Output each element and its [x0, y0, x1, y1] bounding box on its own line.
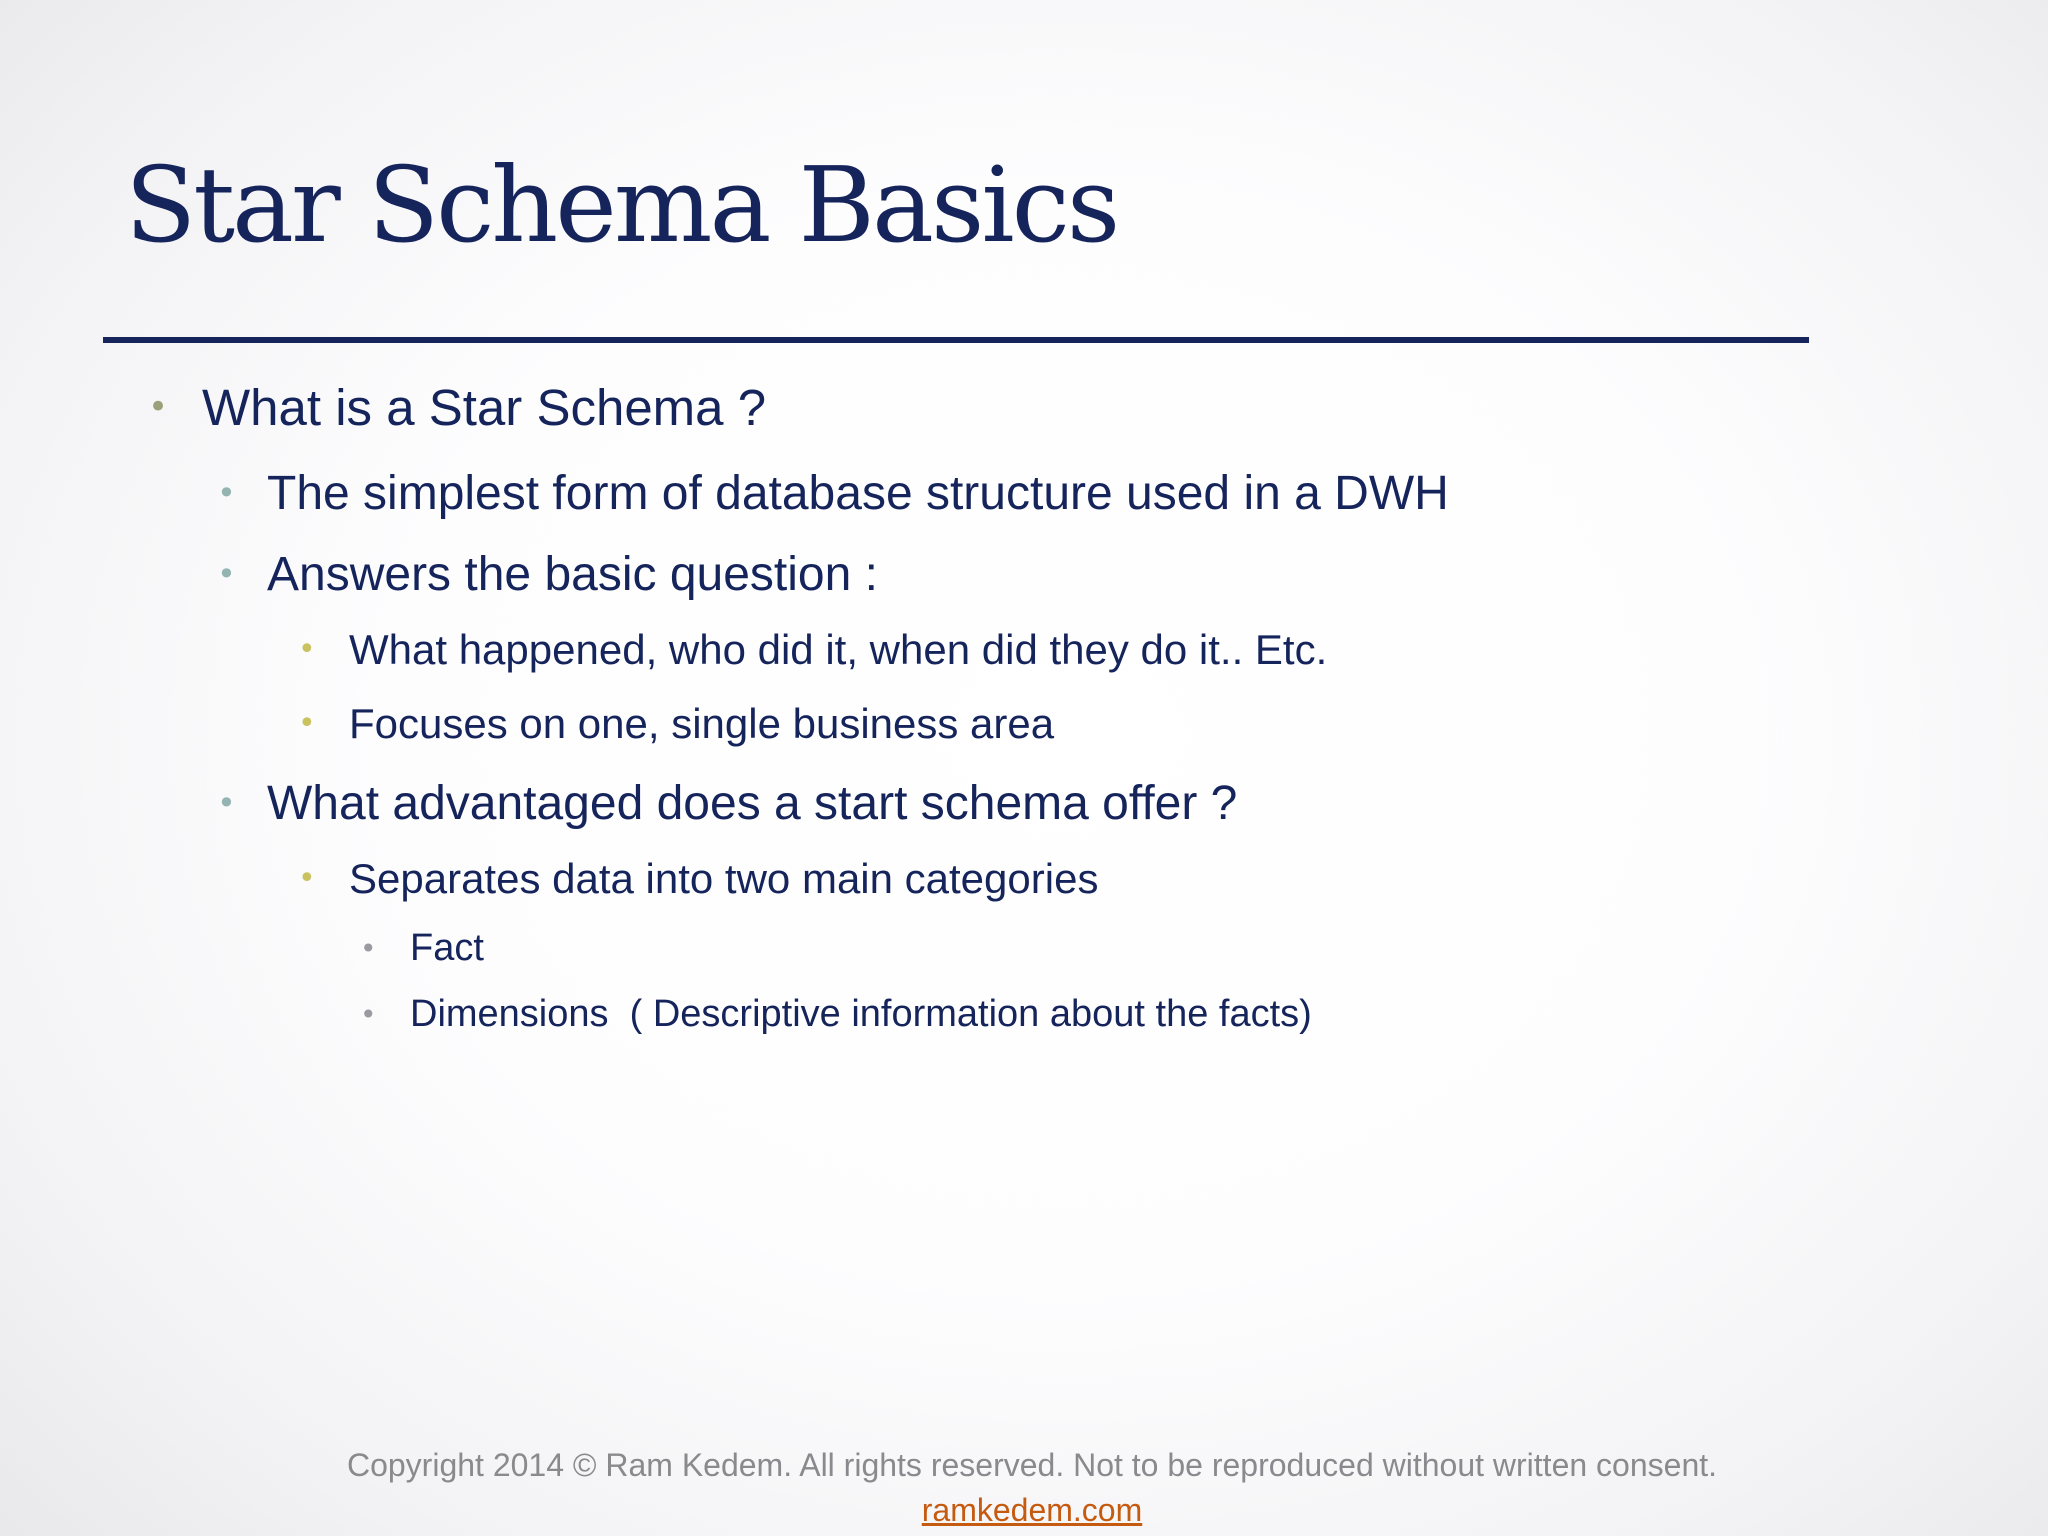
- bullet-text: What is a Star Schema ?: [202, 379, 767, 436]
- bullet-dot-icon: •: [217, 784, 236, 822]
- bullet-dot-icon: •: [298, 632, 316, 667]
- bullet-dot-icon: •: [298, 861, 316, 896]
- bullet-dot-icon: •: [217, 474, 236, 512]
- website-link[interactable]: ramkedem.com: [921, 1492, 1143, 1528]
- slide-title: Star Schema Basics: [125, 144, 1118, 266]
- bullet-text: The simplest form of database structure used in a DWH: [267, 467, 1449, 520]
- bullet-dot-icon: •: [360, 932, 377, 965]
- bullet-dot-icon: •: [298, 706, 316, 741]
- bullet-text: Fact: [410, 927, 484, 969]
- bullet-text: Separates data into two main categories: [349, 855, 1099, 902]
- copyright-notice: Copyright 2014 © Ram Kedem. All rights reserved. Not to be reproduced without written consent.: [346, 1447, 1718, 1483]
- bullet-text: What advantaged does a start schema offer ?: [267, 777, 1238, 830]
- bullet-text: Focuses on one, single business area: [349, 700, 1055, 747]
- bullet-dot-icon: •: [217, 555, 236, 593]
- bullet-dot-icon: •: [360, 998, 377, 1031]
- footer-link-container: [0, 1492, 2048, 1529]
- bullet-text: What happened, who did it, when did they do it.. Etc.: [349, 626, 1328, 673]
- bullet-text: Dimensions ( Descriptive information about the facts): [410, 993, 1312, 1035]
- bullet-text: Answers the basic question :: [267, 548, 878, 601]
- title-divider: [103, 337, 1809, 343]
- bullet-dot-icon: •: [148, 387, 169, 427]
